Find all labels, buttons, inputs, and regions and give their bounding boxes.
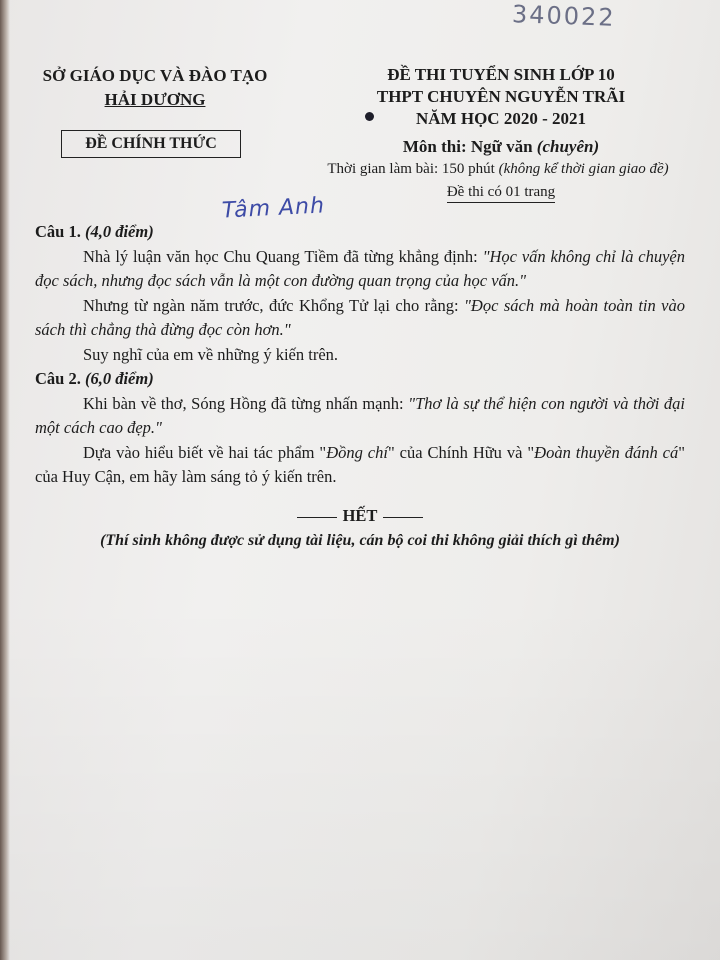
exam-body bbox=[35, 220, 685, 490]
end-marker bbox=[0, 506, 720, 526]
question-1-paragraph-1 bbox=[35, 245, 685, 294]
header-right bbox=[327, 64, 669, 203]
q1-p2-lead: Nhưng từ ngàn năm trước, đức Khổng Tử lại cho rằng: bbox=[83, 295, 464, 315]
q2-p2-b: " của Chính Hữu và " bbox=[387, 442, 535, 462]
end-dash-right bbox=[383, 517, 423, 518]
page-count: Đề thi có 01 trang bbox=[447, 182, 555, 203]
subject-type: (chuyên) bbox=[536, 137, 600, 156]
question-2-paragraph-1 bbox=[35, 392, 685, 441]
school-name: THPT CHUYÊN NGUYỄN TRÃI bbox=[376, 87, 626, 106]
q2-p1-quote: "Thơ là sự thể hiện con người và thời đại một cách cao đẹp." bbox=[35, 393, 685, 437]
exam-title: ĐỀ THI TUYỂN SINH LỚP 10 bbox=[387, 65, 615, 84]
ink-mark bbox=[365, 112, 374, 121]
question-2-heading bbox=[35, 367, 685, 392]
end-dash-left bbox=[297, 517, 337, 518]
q1-p2-quote: "Đọc sách mà hoàn toàn tin vào sách thì chẳng thà đừng đọc còn hơn." bbox=[35, 295, 686, 339]
subject-label: Môn thi: bbox=[402, 137, 471, 156]
question-1-paragraph-2 bbox=[35, 294, 685, 343]
lower-page-shading bbox=[0, 600, 720, 960]
question-2-points: (6,0 điểm) bbox=[80, 369, 154, 388]
official-label-box: ĐỀ CHÍNH THỨC bbox=[61, 130, 241, 158]
subject-line bbox=[340, 136, 662, 158]
header-left bbox=[30, 64, 280, 112]
question-1-label: Câu 1. bbox=[35, 222, 81, 241]
question-2-paragraph-2 bbox=[35, 441, 685, 490]
time-note: (không kể thời gian giao đề) bbox=[498, 161, 669, 177]
school-year: NĂM HỌC 2020 - 2021 bbox=[416, 109, 586, 128]
q1-p1-lead: Nhà lý luận văn học Chu Quang Tiềm đã từng khẳng định: bbox=[83, 246, 483, 266]
subject-name: Ngữ văn bbox=[470, 137, 533, 156]
question-1-heading bbox=[35, 220, 685, 245]
q2-work-2: Đoàn thuyền đánh cá bbox=[534, 442, 679, 462]
question-2-label: Câu 2. bbox=[35, 369, 81, 388]
footer-note: (Thí sinh không được sử dụng tài liệu, cán bộ coi thi không giải thích gì thêm) bbox=[100, 532, 620, 549]
q2-work-1: Đồng chí bbox=[326, 442, 388, 462]
q2-p2-c: " của Huy Cận, em hãy làm sáng tỏ ý kiến trên. bbox=[35, 442, 685, 486]
question-1-points: (4,0 điểm) bbox=[80, 222, 154, 241]
time-line bbox=[308, 158, 688, 180]
question-1-paragraph-3: Suy nghĩ của em về những ý kiến trên. bbox=[83, 344, 339, 364]
q2-p1-lead: Khi bàn về thơ, Sóng Hồng đã từng nhấn mạnh: bbox=[83, 393, 409, 413]
province-name: HẢI DƯƠNG bbox=[104, 90, 206, 109]
handwritten-name: Tâm Anh bbox=[221, 193, 326, 224]
handwritten-number: 340022 bbox=[511, 0, 617, 32]
end-label: HẾT bbox=[342, 506, 378, 525]
department-name: SỞ GIÁO DỤC VÀ ĐÀO TẠO bbox=[42, 66, 268, 85]
q1-p1-quote: "Học vấn không chỉ là chuyện đọc sách, nhưng đọc sách vẫn là một con đường quan trọng của học vấn." bbox=[35, 246, 685, 290]
q2-p2-a: Dựa vào hiểu biết về hai tác phẩm " bbox=[83, 442, 327, 462]
time-label: Thời gian làm bài: 150 phút bbox=[327, 161, 499, 177]
